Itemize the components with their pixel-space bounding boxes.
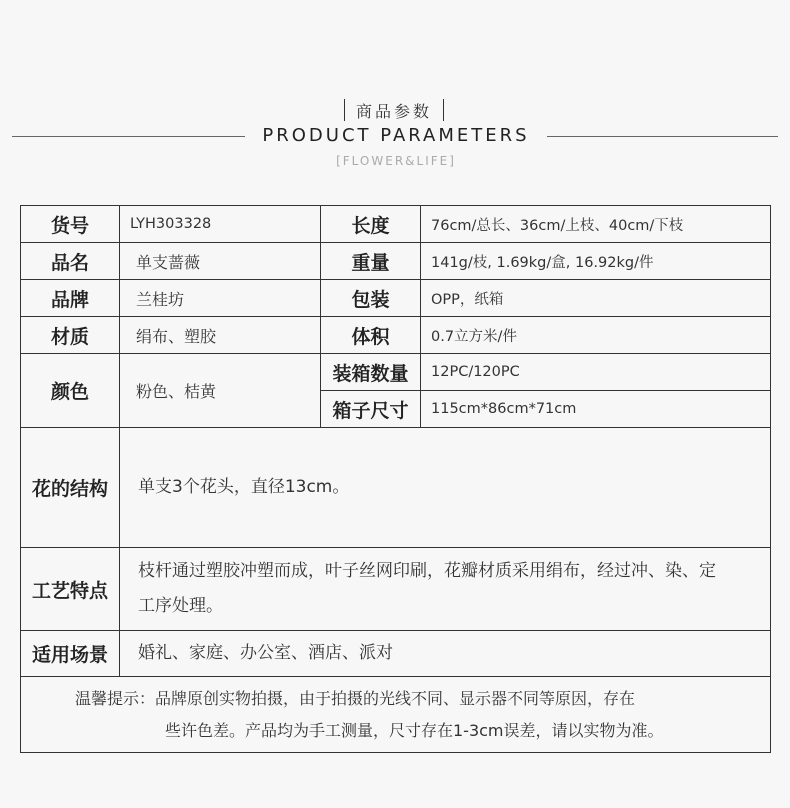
table-row — [21, 428, 771, 548]
material-label: 材质 — [21, 317, 120, 354]
package-label: 包装 — [321, 280, 421, 317]
material-value: 绢布、塑胶 — [120, 317, 321, 354]
qty-value: 12PC/120PC — [421, 354, 771, 391]
craft-value: 枝杆通过塑胶冲塑而成，叶子丝网印刷，花瓣材质采用绢布，经过冲、染、定工序处理。 — [120, 548, 771, 631]
table-row — [21, 631, 771, 677]
brand-label: 品牌 — [21, 280, 120, 317]
title-bracket-left — [344, 99, 345, 121]
item-no-value: LYH303328 — [120, 206, 321, 243]
color-value: 粉色、桔黄 — [120, 354, 321, 428]
notice-line-1: 温馨提示：品牌原创实物拍摄，由于拍摄的光线不同、显示器不同等原因，存在 — [75, 688, 636, 708]
volume-value: 0.7立方米/件 — [421, 317, 771, 354]
structure-value: 单支3个花头，直径13cm。 — [120, 428, 771, 548]
divider-left — [12, 136, 245, 137]
name-label: 品名 — [21, 243, 120, 280]
table-row — [21, 548, 771, 631]
notice-text — [75, 683, 715, 747]
notice-cell — [21, 677, 771, 753]
scene-label: 适用场景 — [21, 631, 120, 677]
table-row — [21, 280, 771, 317]
structure-label: 花的结构 — [21, 428, 120, 548]
table-row — [21, 354, 771, 391]
weight-value: 141g/枝, 1.69kg/盒, 16.92kg/件 — [421, 243, 771, 280]
table-row — [21, 206, 771, 243]
section-subtitle: [FLOWER&LIFE] — [336, 154, 456, 168]
title-bracket-right — [443, 99, 444, 121]
section-title-en: PRODUCT PARAMETERS — [262, 125, 530, 146]
qty-label: 装箱数量 — [321, 354, 421, 391]
table-row — [21, 677, 771, 753]
section-title-cn-text: 商品参数 — [355, 101, 432, 121]
weight-label: 重量 — [321, 243, 421, 280]
item-no-label: 货号 — [21, 206, 120, 243]
box-value: 115cm*86cm*71cm — [421, 391, 771, 428]
brand-value: 兰桂坊 — [120, 280, 321, 317]
length-label: 长度 — [321, 206, 421, 243]
package-value: OPP，纸箱 — [421, 280, 771, 317]
notice-line-2: 些许色差。产品均为手工测量，尺寸存在1-3cm误差，请以实物为准。 — [165, 720, 664, 740]
section-header — [0, 0, 790, 200]
scene-value: 婚礼、家庭、办公室、酒店、派对 — [120, 631, 771, 677]
product-parameters-table — [20, 205, 771, 753]
table-row — [21, 243, 771, 280]
length-value: 76cm/总长、36cm/上枝、40cm/下枝 — [421, 206, 771, 243]
box-label: 箱子尺寸 — [321, 391, 421, 428]
craft-label: 工艺特点 — [21, 548, 120, 631]
divider-right — [547, 136, 778, 137]
color-label: 颜色 — [21, 354, 120, 428]
name-value: 单支蔷薇 — [120, 243, 321, 280]
table-row — [21, 317, 771, 354]
section-title-cn — [344, 97, 444, 123]
volume-label: 体积 — [321, 317, 421, 354]
